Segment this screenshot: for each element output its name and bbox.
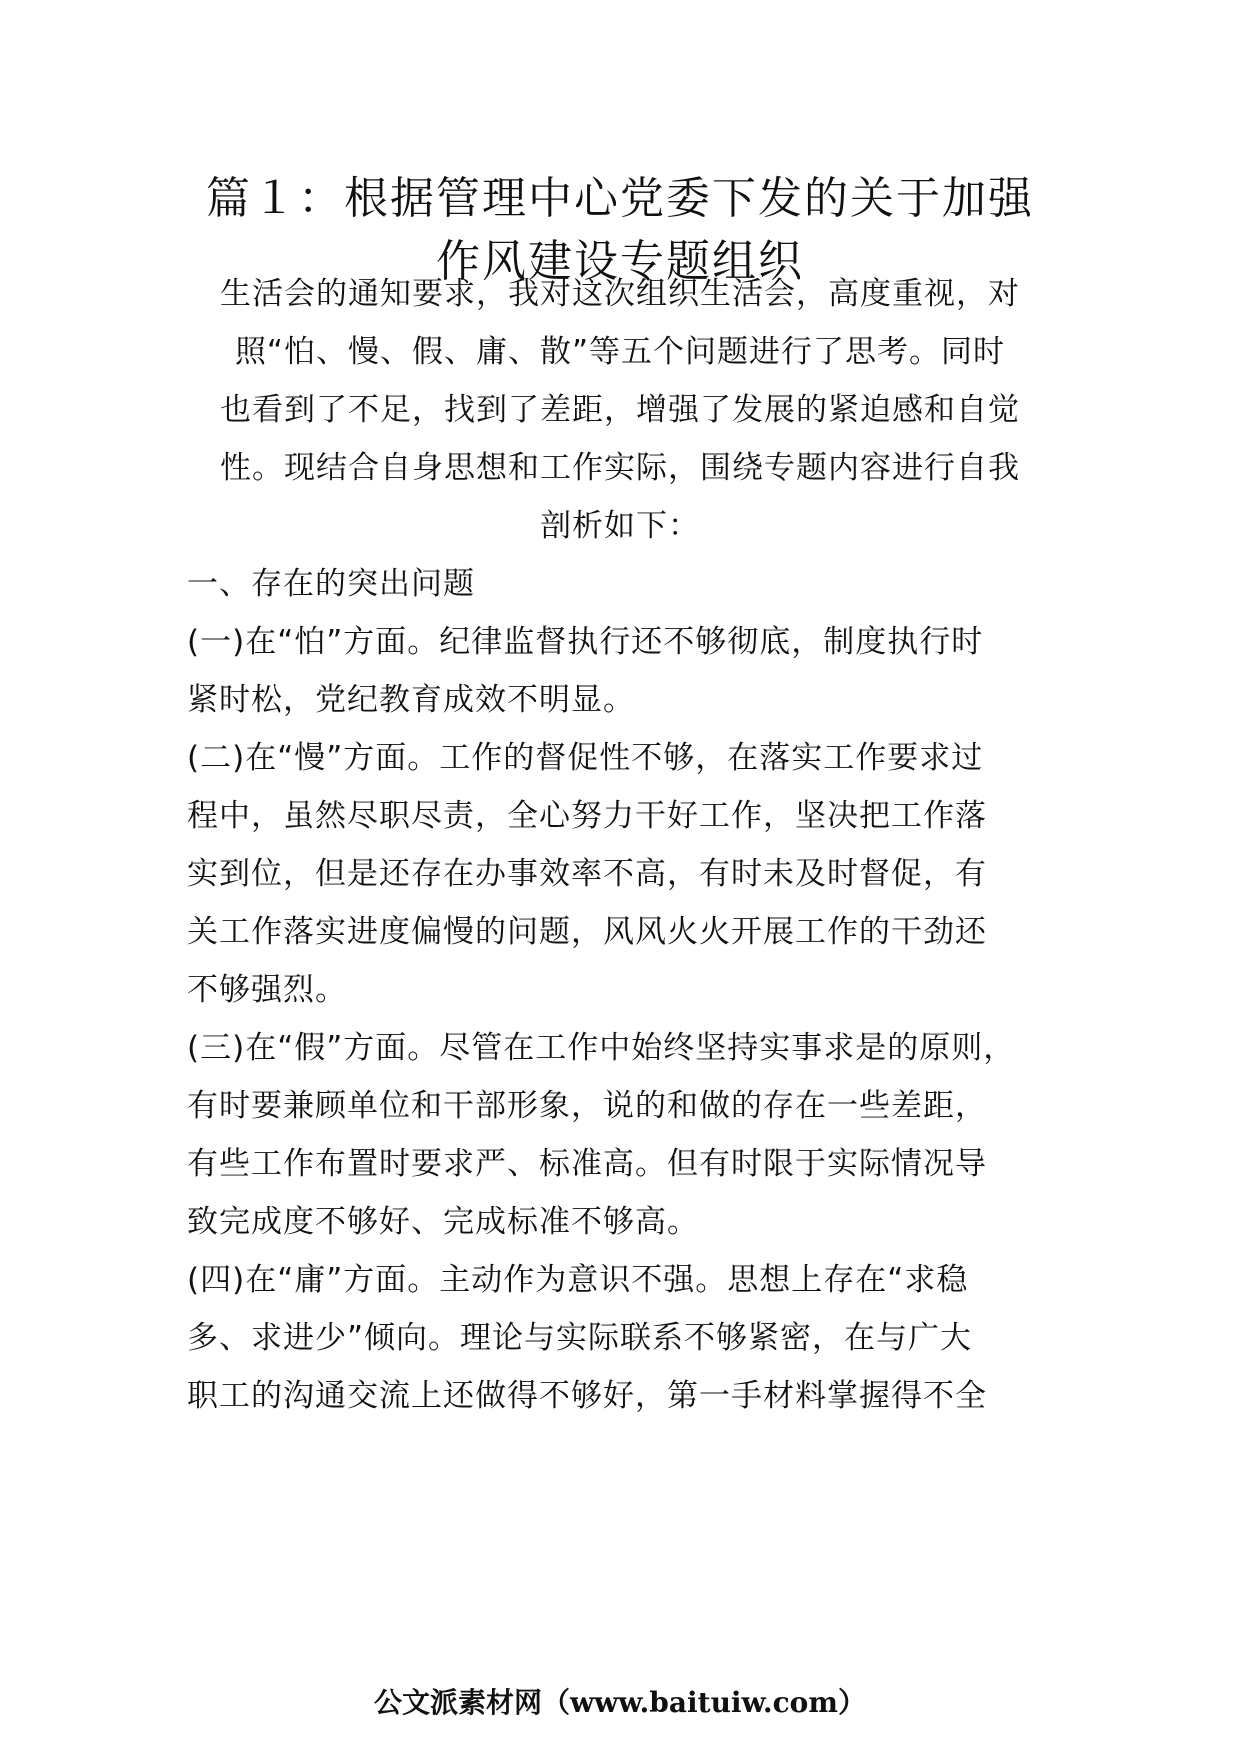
- paragraph-line: 致完成度不够好、完成标准不够高。: [187, 1204, 699, 1240]
- intro-line-2: 照“怕、慢、假、庸、散”等五个问题进行了思考。同时: [234, 334, 1006, 370]
- paragraph-line: 多、求进少”倾向。理论与实际联系不够紧密，在与广大: [187, 1320, 973, 1356]
- intro-line-4: 性。现结合自身思想和工作实际，围绕专题内容进行自我: [220, 450, 1020, 486]
- paragraph-line: (四)在“庸”方面。主动作为意识不强。思想上存在“求稳: [187, 1262, 969, 1298]
- section-heading: 一、存在的突出问题: [187, 566, 475, 602]
- paragraph-line: (三)在“假”方面。尽管在工作中始终坚持实事求是的原则，: [187, 1030, 1016, 1066]
- paragraph-line: 关工作落实进度偏慢的问题，风风火火开展工作的干劲还: [187, 914, 987, 950]
- footer-watermark: 公文派素材网（www.baituiw.com）: [374, 1686, 866, 1719]
- document-title-line-1: 篇１：根据管理中心党委下发的关于加强: [206, 173, 1034, 224]
- paragraph-line: 有时要兼顾单位和干部形象，说的和做的存在一些差距，: [187, 1088, 987, 1124]
- paragraph-line: (一)在“怕”方面。纪律监督执行还不够彻底，制度执行时: [187, 624, 984, 660]
- paragraph-line: 紧时松，党纪教育成效不明显。: [187, 682, 635, 718]
- intro-line-1: 生活会的通知要求，我对这次组织生活会，高度重视，对: [220, 276, 1020, 312]
- document-title-line-2: 作风建设专题组织: [436, 236, 804, 287]
- paragraph-line: 不够强烈。: [187, 972, 347, 1008]
- intro-line-5: 剖析如下：: [540, 508, 700, 544]
- paragraph-line: 程中，虽然尽职尽责，全心努力干好工作，坚决把工作落: [187, 798, 987, 834]
- paragraph-line: 实到位，但是还存在办事效率不高，有时未及时督促，有: [187, 856, 987, 892]
- paragraph-line: 有些工作布置时要求严、标准高。但有时限于实际情况导: [187, 1146, 987, 1182]
- intro-line-3: 也看到了不足，找到了差距，增强了发展的紧迫感和自觉: [220, 392, 1020, 428]
- paragraph-line: 职工的沟通交流上还做得不够好，第一手材料掌握得不全: [187, 1378, 987, 1414]
- paragraph-line: (二)在“慢”方面。工作的督促性不够，在落实工作要求过: [187, 740, 984, 776]
